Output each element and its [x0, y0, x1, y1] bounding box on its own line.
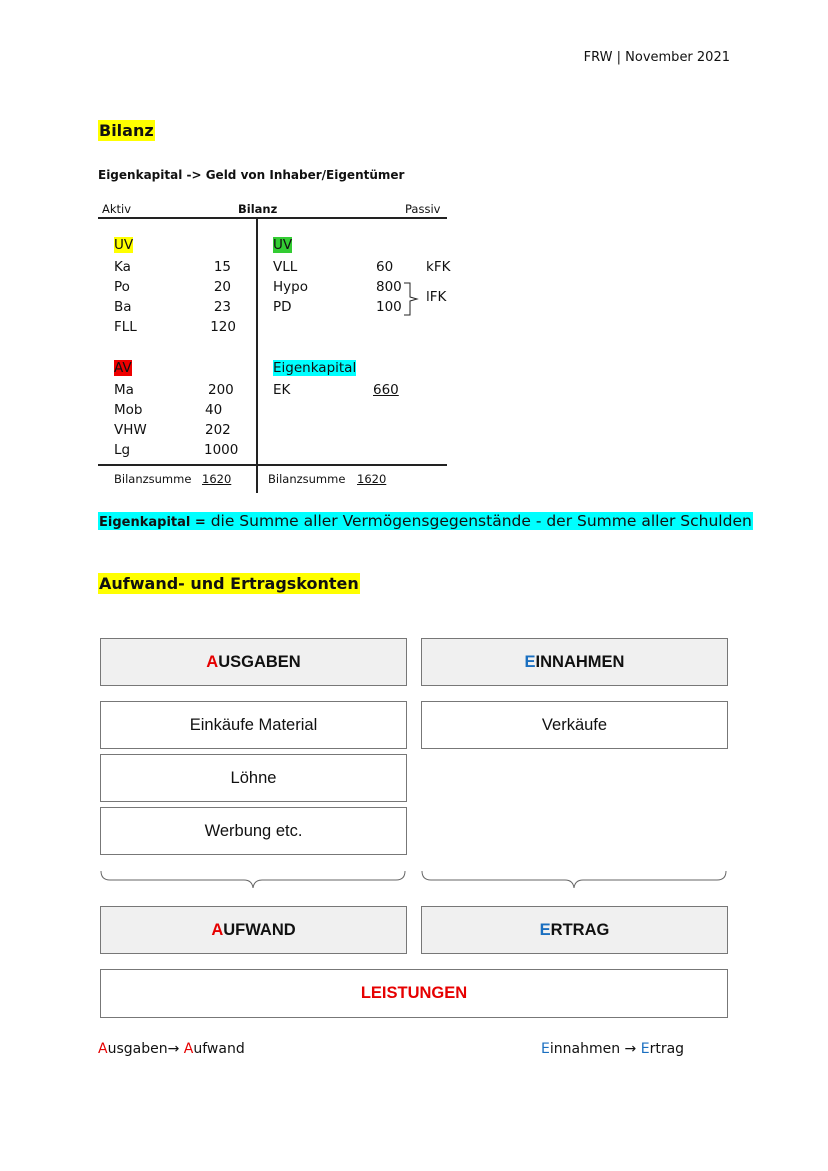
box-income-item: Verkäufe: [421, 701, 728, 749]
bilanz-label: Bilanz: [238, 202, 278, 216]
ausgaben-rest: USGABEN: [218, 652, 301, 671]
passiv-item-name: Hypo: [273, 279, 308, 295]
subtitle-eigenkapital: Eigenkapital -> Geld von Inhaber/Eigentümer: [98, 168, 405, 182]
passiv-sum-value: 1620: [357, 472, 387, 486]
t-account-top-line: [98, 217, 447, 219]
passiv-item-name: VLL: [273, 259, 298, 275]
t-account-divider: [256, 217, 258, 493]
passiv-item-value: 800: [376, 279, 402, 295]
footer-einnahmen-ertrag: [541, 1041, 684, 1057]
aktiv-item-name: Po: [114, 279, 130, 295]
balance-t-account: [98, 200, 451, 495]
definition-term: Eigenkapital =: [99, 515, 206, 530]
aktiv-item-name: Ma: [114, 382, 134, 398]
aktiv-item-value: 200: [208, 382, 234, 398]
box-expense-item: Einkäufe Material: [100, 701, 407, 749]
aktiv-item-value: 1000: [204, 442, 239, 458]
arrow-icon: →: [167, 1041, 184, 1057]
aufwand-rest: UFWAND: [223, 920, 296, 939]
aktiv-item-name: Lg: [114, 442, 131, 458]
lfk-label: lFK: [426, 289, 447, 305]
right-brace: [421, 868, 728, 892]
aktiv-av-label: AV: [114, 360, 132, 376]
footer-a2: A: [183, 1041, 194, 1057]
section-title-bilanz: Bilanz: [99, 121, 154, 140]
aktiv-item-value: 120: [210, 319, 236, 335]
t-account-sum-line: [98, 464, 447, 466]
passiv-uv-label: UV: [273, 237, 293, 253]
einnahmen-initial: E: [524, 652, 536, 671]
lfk-bracket: [402, 282, 420, 316]
definition-text: die Summe aller Vermögensgegenstände - der Summe aller Schulden: [210, 512, 752, 530]
box-einnahmen: [421, 638, 728, 686]
footer-a1: A: [98, 1041, 108, 1057]
aktiv-uv-label: UV: [114, 237, 134, 253]
left-brace: [100, 868, 407, 892]
footer-t1: usgaben: [107, 1041, 168, 1057]
box-expense-item: Werbung etc.: [100, 807, 407, 855]
kfk-label: kFK: [426, 259, 451, 275]
passiv-item-value: 60: [376, 259, 394, 275]
ausgaben-initial: A: [206, 652, 219, 671]
aktiv-sum-label: Bilanzsumme: [114, 472, 192, 486]
ertrag-rest: RTRAG: [550, 920, 610, 939]
aktiv-item-value: 23: [213, 299, 231, 315]
aktiv-item-name: Ka: [114, 259, 131, 275]
eigenkapital-label: Eigenkapital: [273, 360, 357, 376]
aktiv-sum-value: 1620: [202, 472, 232, 486]
section-title-aufwand-ertrag: Aufwand- und Ertragskonten: [99, 574, 359, 593]
eigenkapital-definition: [98, 512, 753, 530]
passiv-item-value: 100: [376, 299, 402, 315]
box-ertrag: [421, 906, 728, 954]
einnahmen-rest: INNAHMEN: [535, 652, 625, 671]
passiv-item-name: PD: [273, 299, 292, 315]
box-aufwand: [100, 906, 407, 954]
aktiv-item-value: 40: [205, 402, 223, 418]
footer-e2: E: [640, 1041, 650, 1057]
box-expense-item: Löhne: [100, 754, 407, 802]
arrow-icon: →: [620, 1041, 641, 1057]
footer-t2: rtrag: [649, 1041, 685, 1057]
aufwand-initial: A: [211, 920, 224, 939]
aktiv-item-name: VHW: [114, 422, 147, 438]
aktiv-label: Aktiv: [102, 202, 132, 216]
aktiv-item-name: Ba: [114, 299, 132, 315]
ertrag-initial: E: [539, 920, 551, 939]
footer-t2: ufwand: [193, 1041, 245, 1057]
aktiv-item-value: 202: [205, 422, 231, 438]
passiv-sum-label: Bilanzsumme: [268, 472, 346, 486]
ek-value: 660: [373, 382, 399, 398]
passiv-label: Passiv: [405, 202, 441, 216]
footer-ausgaben-aufwand: [98, 1041, 245, 1057]
footer-e1: E: [541, 1041, 550, 1057]
aktiv-item-value: 20: [213, 279, 231, 295]
footer-t1: innahmen: [549, 1041, 621, 1057]
page-header: FRW | November 2021: [583, 50, 730, 65]
box-leistungen: LEISTUNGEN: [100, 969, 728, 1018]
aktiv-item-name: Mob: [114, 402, 143, 418]
ek-name: EK: [273, 382, 291, 398]
aktiv-item-name: FLL: [114, 319, 137, 335]
box-ausgaben: [100, 638, 407, 686]
aktiv-item-value: 15: [213, 259, 231, 275]
